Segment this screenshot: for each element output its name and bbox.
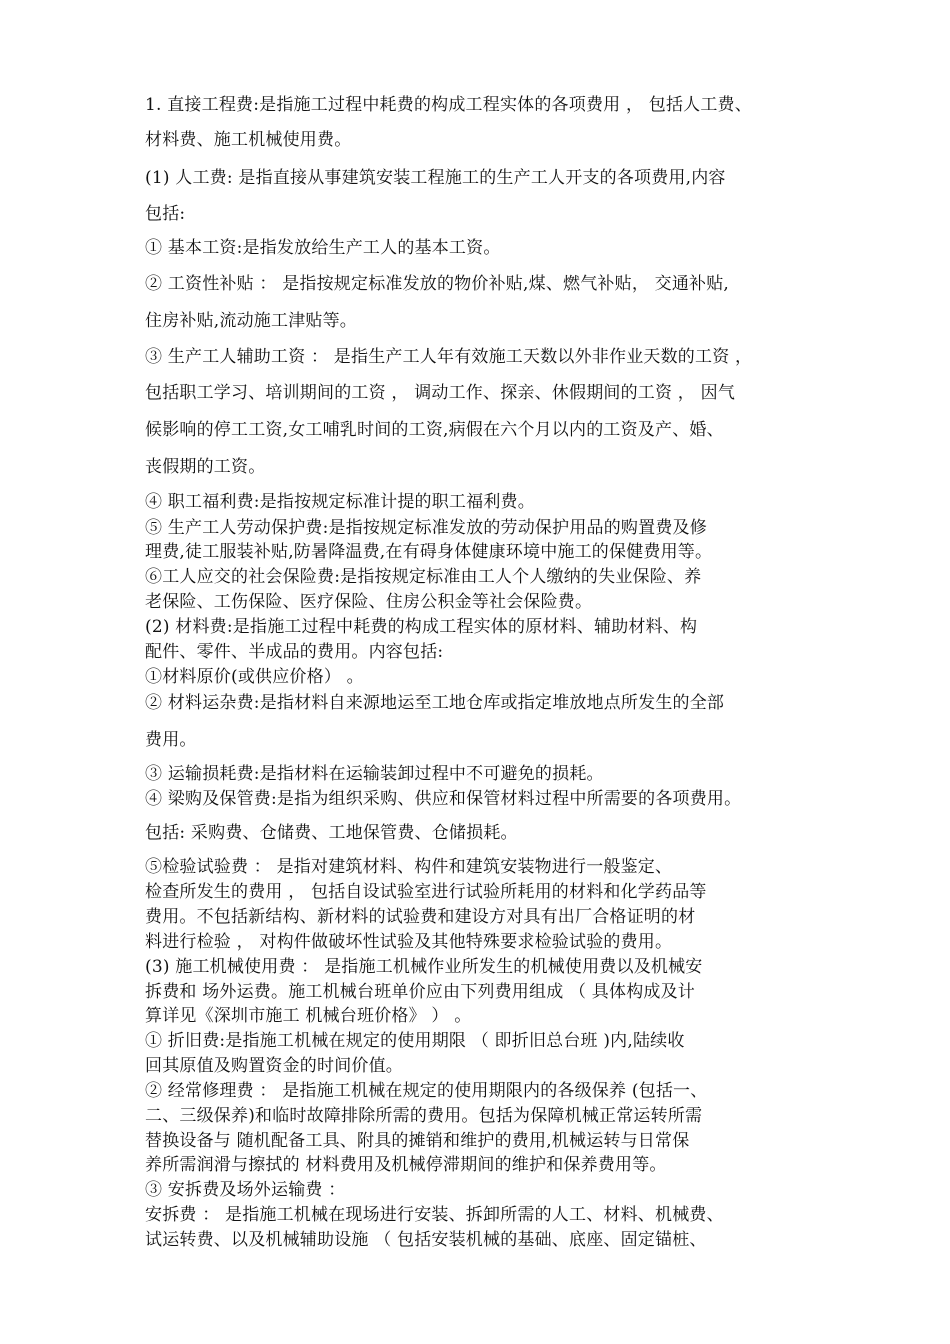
text-line: ④ 职工福利费:是指按规定标准计提的职工福利费。 [145, 492, 535, 512]
text-line: 替换设备与 随机配备工具、附具的摊销和维护的费用,机械运转与日常保 [145, 1131, 690, 1151]
text-line: 理费,徒工服装补贴,防暑降温费,在有碍身体健康环境中施工的保健费用等。 [145, 542, 713, 562]
text-line: ② 经常修理费 ： 是指施工机械在规定的使用期限内的各级保养 (包括一、 [145, 1081, 708, 1101]
text-line: 检查所发生的费用 ， 包括自设试验室进行试验所耗用的材料和化学药品等 [145, 882, 707, 902]
text-line: (3) 施工机械使用费 ： 是指施工机械作业所发生的机械使用费以及机械安 [145, 957, 703, 977]
text-line: (1) 人工费: 是指直接从事建筑安装工程施工的生产工人开支的各项费用,内容 [145, 168, 726, 188]
text-line: ①材料原价(或供应价格） 。 [145, 667, 364, 687]
text-line: 费用。 [145, 730, 197, 750]
text-line: ③ 安拆费及场外运输费 ： [145, 1180, 346, 1200]
text-line: 丧假期的工资。 [145, 457, 266, 477]
text-line: 安拆费 ： 是指施工机械在现场进行安装、拆卸所需的人工、材料、机械费、 [145, 1205, 724, 1225]
text-line: 包括职工学习、培训期间的工资 ， 调动工作、探亲、休假期间的工资 ， 因气 [145, 383, 736, 403]
text-line: ⑥工人应交的社会保险费:是指按规定标准由工人个人缴纳的失业保险、养 [145, 567, 702, 587]
text-line: ① 折旧费:是指施工机械在规定的使用期限 （ 即折旧总台班 )内,陆续收 [145, 1031, 685, 1051]
text-line: ② 材料运杂费:是指材料自来源地运至工地仓库或指定堆放地点所发生的全部 [145, 693, 725, 713]
text-line: 拆费和 场外运费。施工机械台班单价应由下列费用组成 （ 具体构成及计 [145, 982, 696, 1002]
text-line: ① 基本工资:是指发放给生产工人的基本工资。 [145, 238, 501, 258]
text-line: 费用。不包括新结构、新材料的试验费和建设方对具有出厂合格证明的材 [145, 907, 696, 927]
text-line: 材料费、施工机械使用费。 [145, 130, 352, 150]
text-line: 料进行检验 ， 对构件做破坏性试验及其他特殊要求检验试验的费用。 [145, 932, 673, 952]
text-line: 试运转费、以及机械辅助设施 （ 包括安装机械的基础、底座、固定锚桩、 [145, 1230, 707, 1250]
text-line: ③ 生产工人辅助工资 ： 是指生产工人年有效施工天数以外非作业天数的工资 ， [145, 347, 753, 367]
text-line: 候影响的停工工资,女工哺乳时间的工资,病假在六个月以内的工资及产、婚、 [145, 420, 724, 440]
text-line: ③ 运输损耗费:是指材料在运输装卸过程中不可避免的损耗。 [145, 764, 604, 784]
text-line: (2) 材料费:是指施工过程中耗费的构成工程实体的原材料、辅助材料、构 [145, 617, 698, 637]
text-line: 1. 直接工程费:是指施工过程中耗费的构成工程实体的各项费用 ， 包括人工费、 [145, 95, 752, 115]
text-line: ⑤ 生产工人劳动保护费:是指按规定标准发放的劳动保护用品的购置费及修 [145, 518, 707, 538]
text-line: 回其原值及购置资金的时间价值。 [145, 1056, 403, 1076]
text-line: 老保险、工伤保险、医疗保险、住房公积金等社会保险费。 [145, 592, 593, 612]
text-line: 住房补贴,流动施工津贴等。 [145, 311, 358, 331]
text-line: ④ 梁购及保管费:是指为组织采购、供应和保管材料过程中所需要的各项费用。 [145, 789, 742, 809]
text-line: 二、三级保养)和临时故障排除所需的费用。包括为保障机械正常运转所需 [145, 1106, 703, 1126]
text-line: 配件、零件、半成品的费用。内容包括: [145, 642, 444, 662]
text-line: 包括: 采购费、仓储费、工地保管费、仓储损耗。 [145, 823, 518, 843]
text-line: 包括: [145, 204, 186, 224]
text-line: ② 工资性补贴 ： 是指按规定标准发放的物价补贴,煤、燃气补贴， 交通补贴, [145, 274, 730, 294]
text-line: 算详见《深圳市施工 机械台班价格》 ） 。 [145, 1006, 472, 1026]
text-line: ⑤检验试验费 ： 是指对建筑材料、构件和建筑安装物进行一般鉴定、 [145, 857, 673, 877]
text-line: 养所需润滑与擦拭的 材料费用及机械停滞期间的维护和保养费用等。 [145, 1155, 667, 1175]
